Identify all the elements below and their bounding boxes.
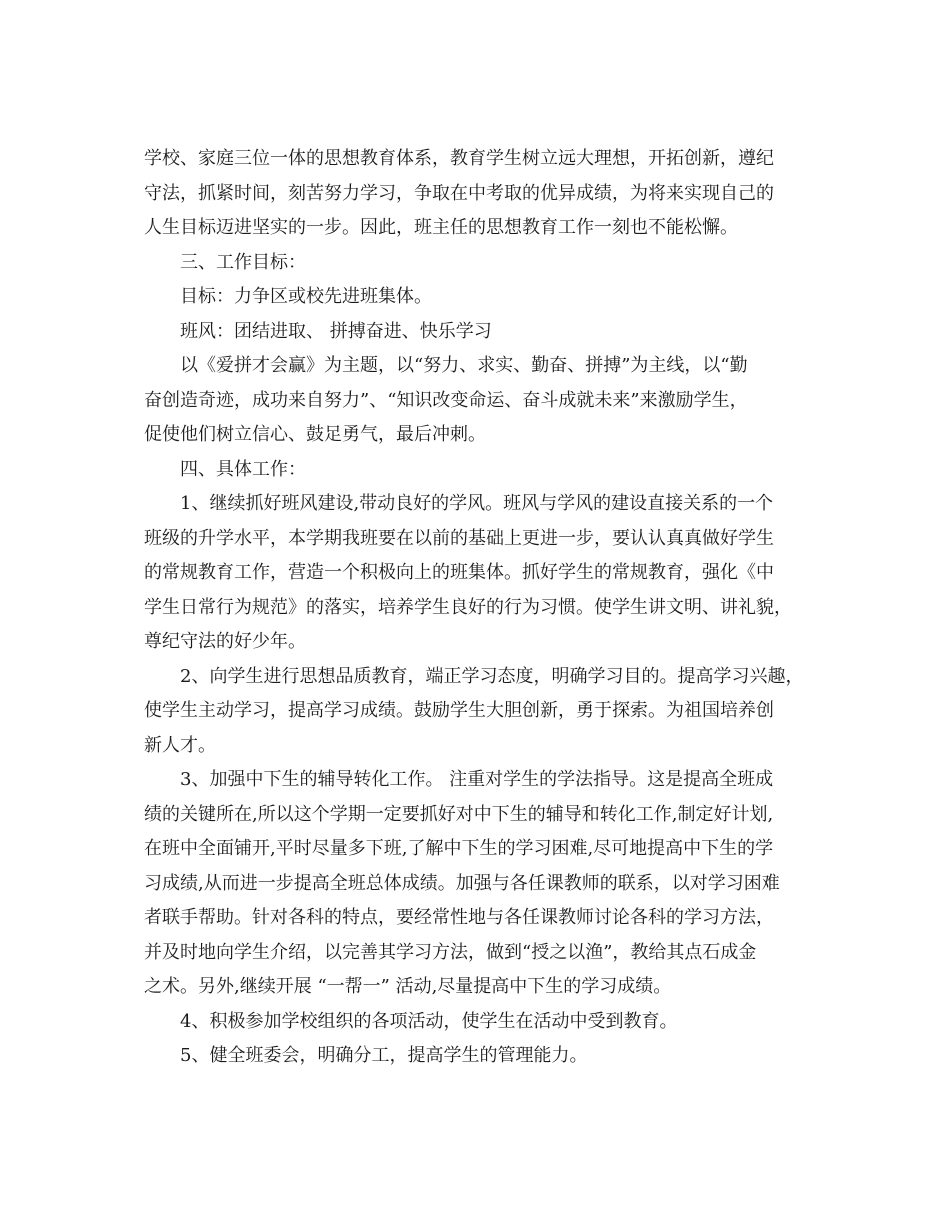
text-line: 在班中全面铺开,平时尽量多下班,了解中下生的学习困难,尽可地提高中下生的学 bbox=[144, 838, 774, 859]
text-line: 尊纪守法的好少年。 bbox=[144, 631, 306, 652]
text-line: 学校、家庭三位一体的思想教育体系，教育学生树立远大理想，开拓创新，遵纪 bbox=[144, 148, 774, 169]
text-line: 2、向学生进行思想品质教育，端正学习态度，明确学习目的。提高学习兴趣， bbox=[180, 665, 804, 687]
text-line: 者联手帮助。针对各科的特点，要经常性地与各任课教师讨论各科的学习方法， bbox=[144, 907, 774, 928]
text-line: 三、工作目标： bbox=[180, 251, 306, 273]
text-line: 促使他们树立信心、鼓足勇气，最后冲刺。 bbox=[144, 424, 486, 445]
text-line: 奋创造奇迹，成功来自努力”、“知识改变命运、奋斗成就未来”来激励学生， bbox=[144, 389, 748, 411]
text-line: 绩的关键所在,所以这个学期一定要抓好对中下生的辅导和转化工作,制定好计划, bbox=[144, 803, 774, 825]
text-line: 以《爱拼才会赢》为主题，以“努力、求实、勤奋、拼搏”为主线，以“勤 bbox=[180, 355, 748, 376]
text-line: 4、积极参加学校组织的各项活动，使学生在活动中受到教育。 bbox=[180, 1010, 678, 1032]
text-line: 的常规教育工作，营造一个积极向上的班集体。抓好学生的常规教育，强化《中 bbox=[144, 562, 774, 583]
text-line: 并及时地向学生介绍，以完善其学习方法，做到“授之以渔”，教给其点石成金 bbox=[144, 941, 757, 963]
text-line: 目标：力争区或校先进班集体。 bbox=[180, 286, 432, 307]
text-line: 之术。另外,继续开展 “一帮一” 活动,尽量提高中下生的学习成绩。 bbox=[144, 976, 672, 997]
text-line: 学生日常行为规范》的落实，培养学生良好的行为习惯。使学生讲文明、讲礼貌， bbox=[144, 596, 792, 618]
text-line: 守法，抓紧时间，刻苦努力学习，争取在中考取的优异成绩，为将来实现自己的 bbox=[144, 182, 774, 204]
text-line: 5、健全班委会，明确分工，提高学生的管理能力。 bbox=[180, 1045, 588, 1066]
text-line: 使学生主动学习，提高学习成绩。鼓励学生大胆创新，勇于探索。为祖国培养创 bbox=[144, 700, 774, 721]
text-line: 1、继续抓好班风建设,带动良好的学风。班风与学风的建设直接关系的一个 bbox=[180, 493, 774, 514]
text-line: 新人才。 bbox=[144, 734, 216, 756]
text-line: 班风：团结进取、 拼搏奋进、快乐学习 bbox=[180, 320, 492, 342]
text-line: 班级的升学水平，本学期我班要在以前的基础上更进一步，要认认真真做好学生 bbox=[144, 527, 774, 549]
text-line: 人生目标迈进坚实的一步。因此，班主任的思想教育工作一刻也不能松懈。 bbox=[144, 217, 738, 238]
document-body bbox=[144, 142, 808, 1074]
text-line: 3、加强中下生的辅导转化工作。 注重对学生的学法指导。这是提高全班成 bbox=[180, 769, 774, 790]
text-line: 四、具体工作： bbox=[180, 458, 306, 480]
text-line: 习成绩,从而进一步提高全班总体成绩。加强与各任课教师的联系，以对学习困难 bbox=[144, 872, 780, 894]
